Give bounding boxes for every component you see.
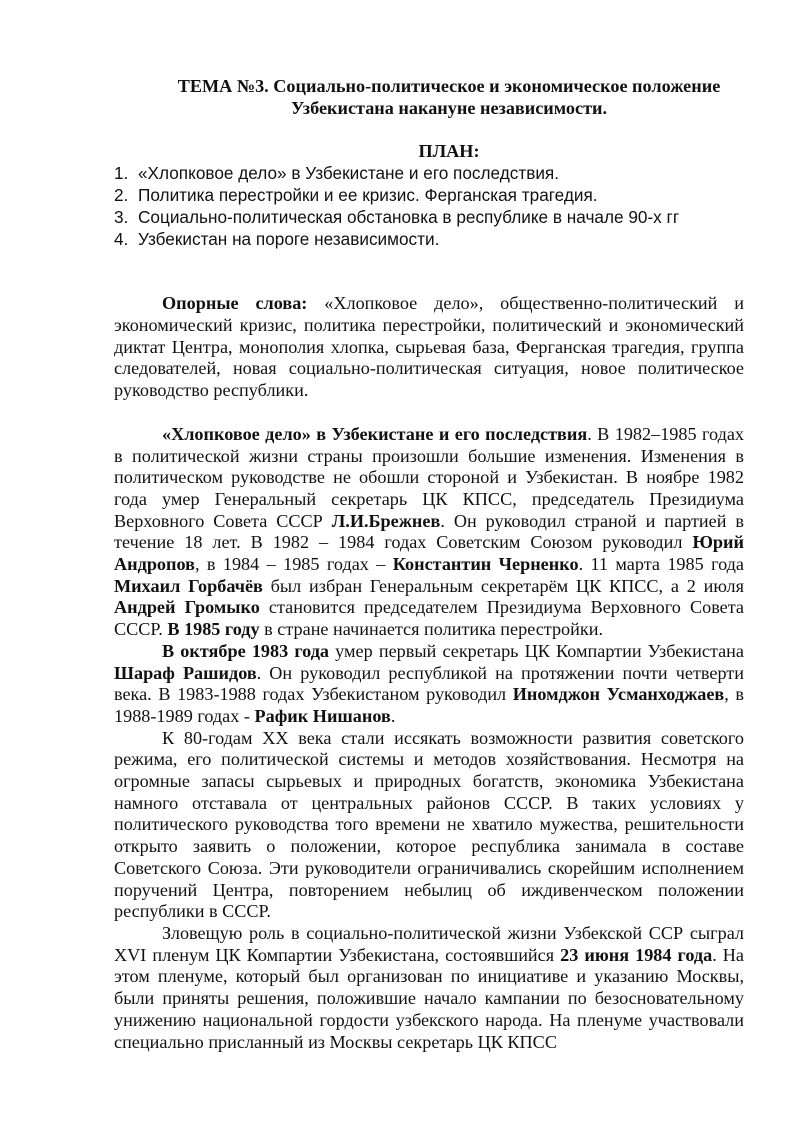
bold-name: Иномджон Усманходжаев [512, 684, 725, 705]
bold-date: 23 июня 1984 года [560, 944, 713, 965]
text-run: . На этом пленуме, который был организован по инициативе и указанию Москвы, были приняты решения, положившие начало кампании по безосновательному унижению национальной гордости узбекского народа. На пленуме участвовали специально присланный из Москвы секретарь ЦК КПСС [114, 944, 744, 1052]
plan-item-text: Узбекистан на пороге независимости. [138, 228, 440, 249]
bold-name: Юрий Андропов [114, 532, 744, 575]
bold-name: Михаил Горбачёв [114, 575, 263, 596]
title-line-2: Узбекистана накануне независимости. [290, 97, 608, 118]
text-run: , в 1988-1989 годах - [114, 684, 744, 726]
text-run: . 11 марта 1985 года [578, 554, 745, 575]
section1-paragraph-2 [114, 641, 744, 728]
keywords-text: «Хлопковое дело», общественно-политический и экономический кризис, политика перестройки, политический и экономический диктат Центра, монополия хлопка, сырьевая база, Ферганская трагедия, группа следователей, новая социально-политическая ситуация, новое политическое руководство республики. [114, 293, 744, 401]
text-run: . Он руководил республикой на протяжении почти четверти века. В 1983-1988 годах Узбекистаном руководил [114, 662, 744, 705]
title-line-1: ТЕМА №3. Социально-политическое и экономическое положение [177, 76, 721, 96]
section1-paragraph-4 [114, 923, 744, 1053]
plan-item-number: 3. [114, 206, 129, 227]
text-run: был избран Генеральным секретарём ЦК КПСС, а 2 июля [262, 575, 744, 596]
text-run: . В 1982–1985 годах в политической жизни страны произошли большие изменения. Изменения в политическом руководстве не обошли стороной и Узбекистан. В ноябре 1982 года умер Генеральный секретарь ЦК КПСС, председатель Президиума Верховного Совета СССР [114, 423, 744, 531]
plan-item-text: «Хлопковое дело» в Узбекистане и его последствия. [138, 163, 560, 184]
bold-date: В 1985 году [167, 619, 260, 640]
plan-list [114, 163, 744, 250]
plan-item-text: Социально-политическая обстановка в республике в начале 90-х гг [138, 206, 680, 227]
plan-item-number: 1. [114, 163, 129, 184]
keywords-paragraph [114, 293, 744, 402]
text-run: . Он руководил страной и партией в течение 18 лет. В 1982 – 1984 годах Советским Союзом руководил [114, 510, 744, 553]
bold-date: В октябре 1983 года [162, 640, 330, 661]
section1-heading: «Хлопковое дело» в Узбекистане и его последствия [162, 423, 588, 444]
text-run: Зловещую роль в социально-политической жизни Узбекской ССР сыграл XVI пленум ЦК Компартии Узбекистана, состоявшийся [114, 922, 744, 965]
text-run: умер первый секретарь ЦК Компартии Узбекистана [329, 640, 744, 661]
text-run: становится председателем Президиума Верховного Совета СССР. [114, 597, 744, 640]
plan-item [114, 207, 744, 229]
plan-item [114, 185, 744, 207]
plan-item-number: 4. [114, 228, 129, 249]
bold-name: Андрей Громыко [114, 597, 260, 618]
section1-paragraph-1 [114, 424, 744, 641]
bold-name: Рафик Нишанов [254, 705, 391, 726]
keywords-label: Опорные слова: [162, 293, 308, 314]
plan-item [114, 229, 744, 251]
plan-item-number: 2. [114, 184, 129, 205]
plan-heading: ПЛАН: [418, 141, 480, 162]
bold-name: Константин Черненко [392, 554, 579, 575]
section1-paragraph-3: К 80-годам XX века стали иссякать возможности развития советского режима, его политической системы и методов хозяйствования. Несмотря на огромные запасы сырьевых и природных богатств, экономика Узбекистана намного отставала от центральных районов СССР. В таких условиях у политического руководства того времени не хватило мужества, решительности открыто заявить о положении, которое республика занимала в составе Советского Союза. Эти руководители ограничивались скорейшим исполнением поручений Центра, повторением небылиц об иждивенческом положении республики в СССР. [114, 727, 744, 922]
plan-item [114, 163, 744, 185]
plan-item-text: Политика перестройки и ее кризис. Ферганская трагедия. [138, 184, 598, 205]
text-run: . [390, 705, 396, 726]
document-title [114, 76, 744, 119]
bold-name: Шараф Рашидов [114, 662, 257, 683]
bold-name: Л.И.Брежнев [331, 510, 441, 531]
text-run: в стране начинается политика перестройки. [259, 619, 604, 640]
text-run: , в 1984 – 1985 годах – [194, 554, 393, 575]
